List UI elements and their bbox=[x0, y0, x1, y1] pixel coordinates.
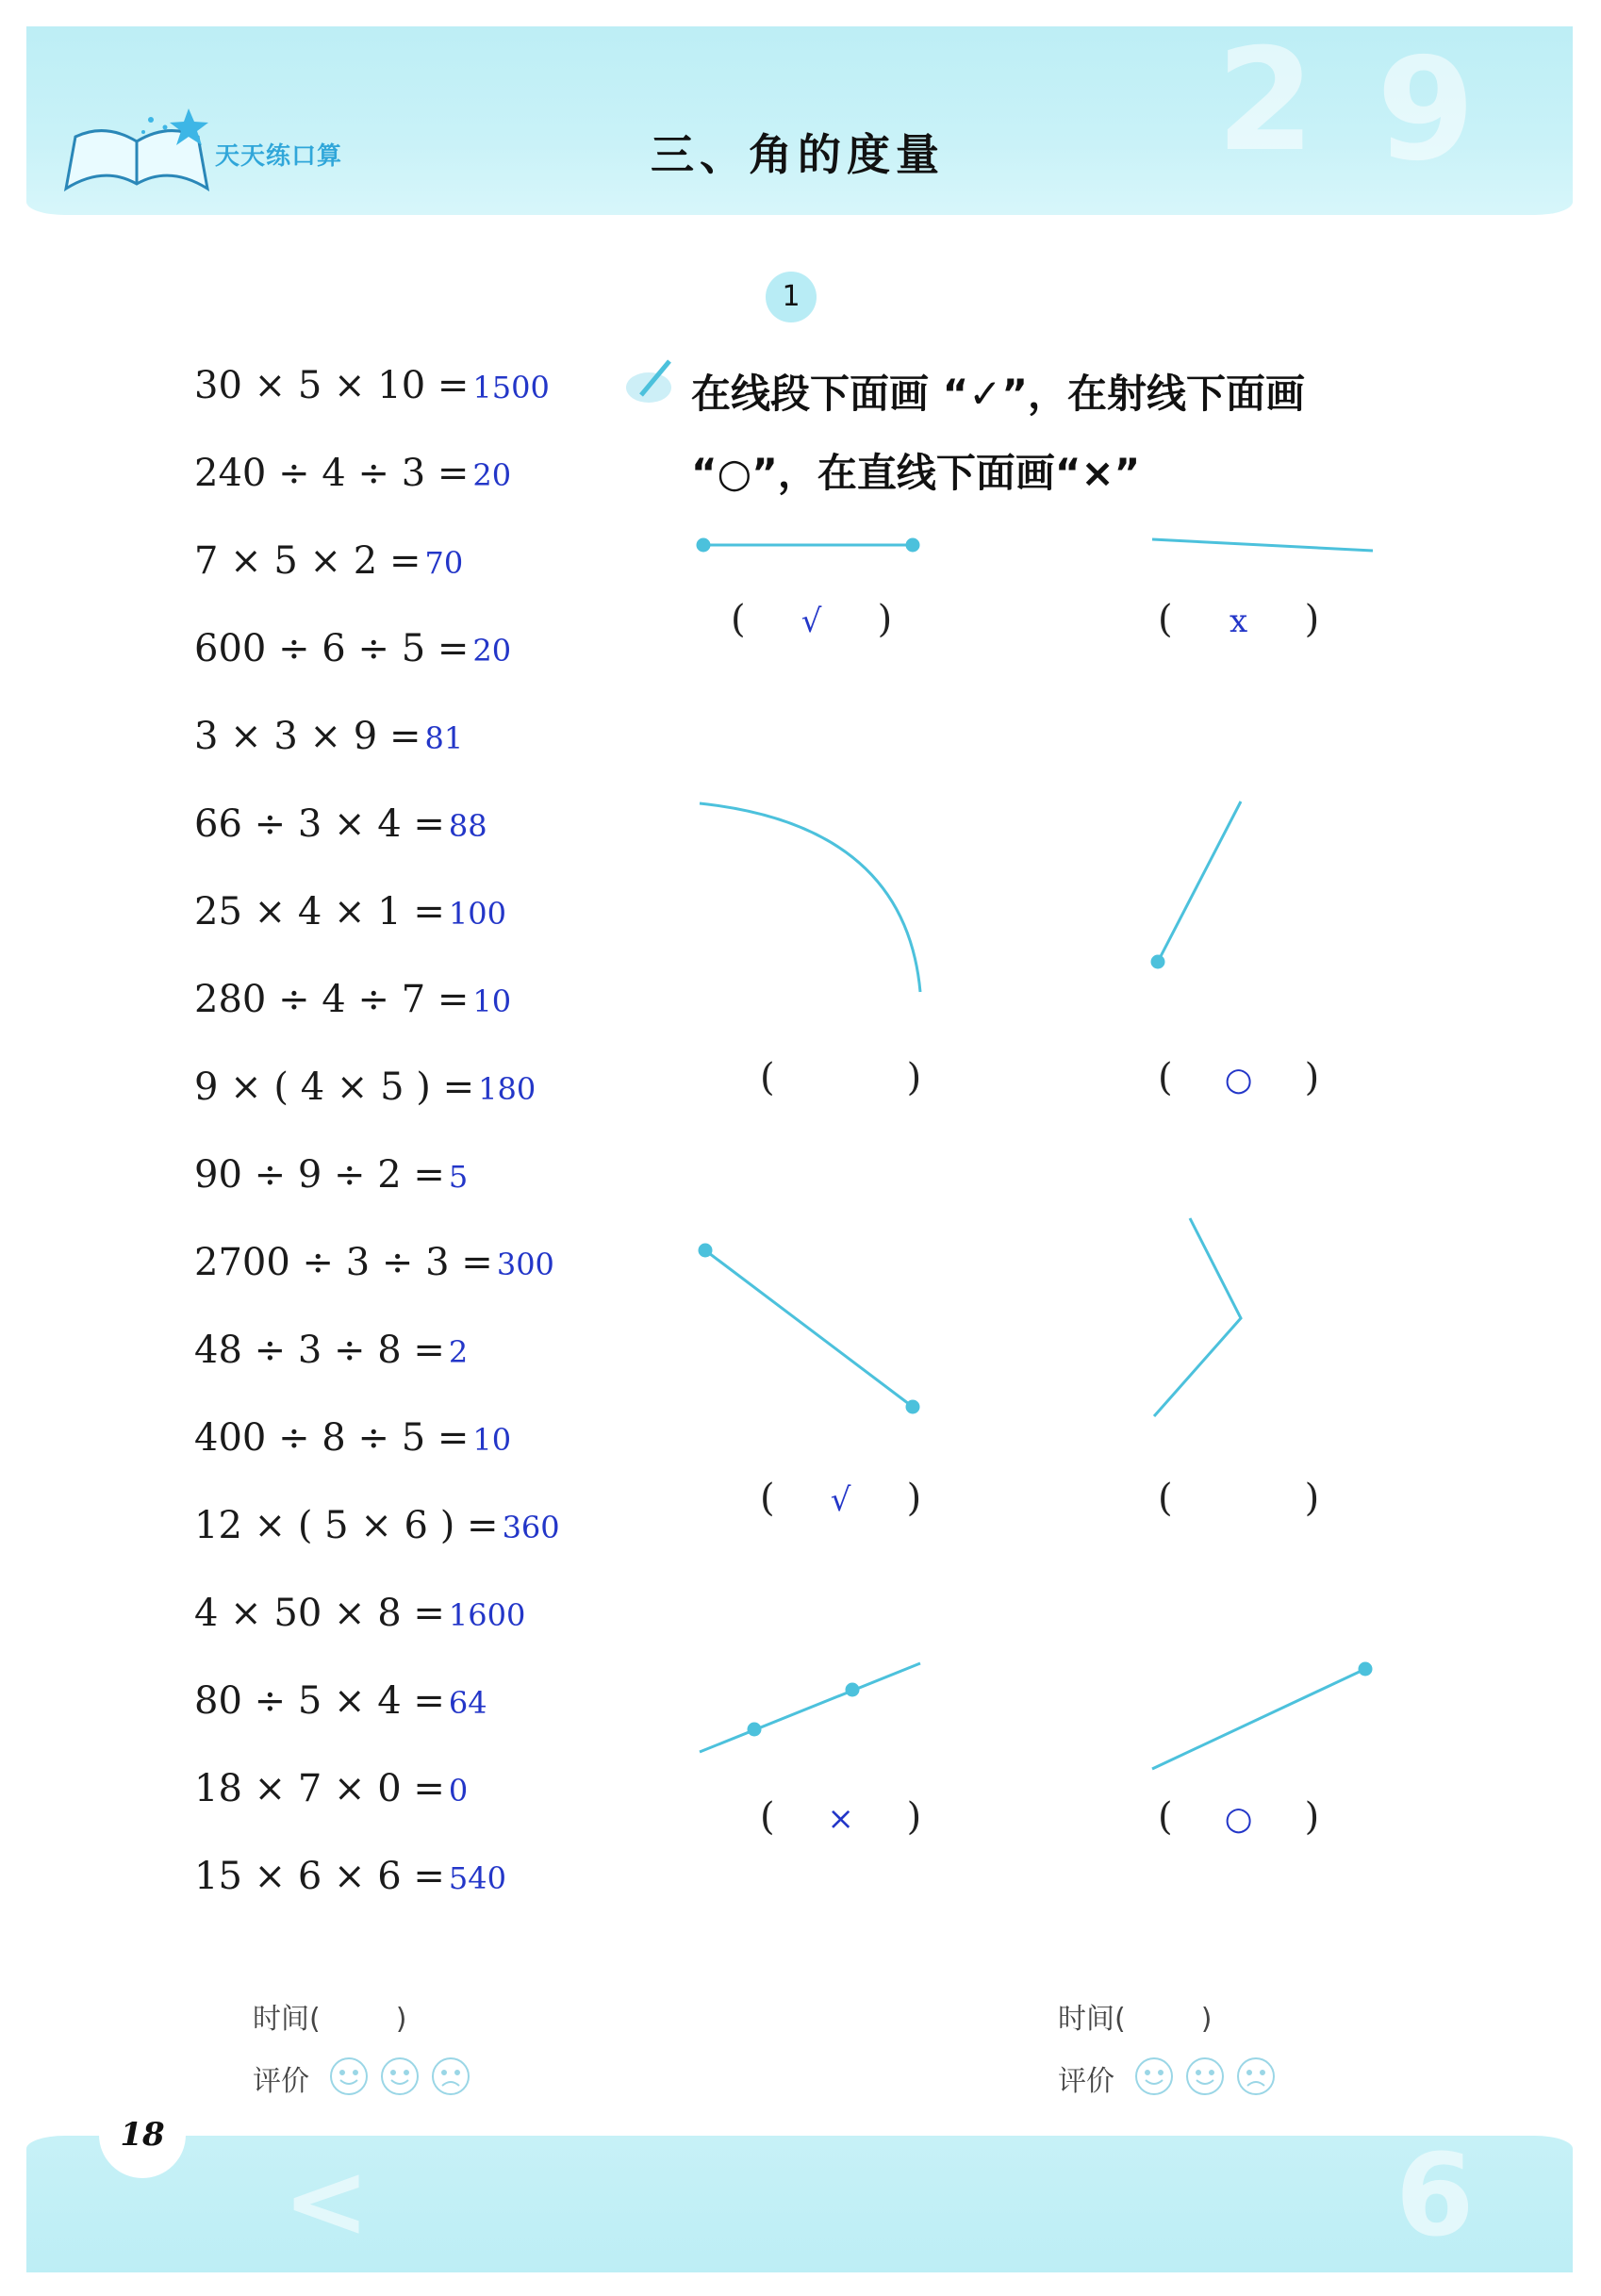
equation-expression: 7 × 5 × 2 = bbox=[194, 539, 421, 583]
equation-expression: 9 × ( 4 × 5 ) = bbox=[194, 1065, 475, 1109]
paren-close: ) bbox=[1304, 598, 1320, 641]
section-badge: 1 bbox=[766, 272, 817, 322]
paren-open: ( bbox=[1158, 1477, 1173, 1520]
rating-label: 评价 bbox=[1058, 2065, 1114, 2098]
pencil-icon bbox=[622, 354, 679, 410]
answer-mark: √ bbox=[800, 603, 822, 640]
smile-face-icon bbox=[382, 2058, 418, 2094]
equation-row bbox=[194, 539, 463, 583]
figure-curve bbox=[700, 803, 920, 992]
rating-label: 评价 bbox=[253, 2065, 309, 2098]
equation-row bbox=[194, 1679, 487, 1723]
equation-row bbox=[194, 1767, 468, 1810]
equation-expression: 600 ÷ 6 ÷ 5 = bbox=[194, 627, 470, 670]
answer-parentheses[interactable] bbox=[760, 1477, 921, 1520]
equation-answer: 0 bbox=[448, 1773, 469, 1809]
equation-row bbox=[194, 364, 550, 407]
sad-face-icon bbox=[1238, 2058, 1274, 2094]
page-number: 18 bbox=[99, 2091, 186, 2178]
rating-faces-right[interactable] bbox=[1133, 2054, 1284, 2099]
answer-parentheses[interactable] bbox=[760, 1795, 921, 1839]
paren-open: ( bbox=[760, 1056, 775, 1099]
equation-row bbox=[194, 890, 506, 933]
paren-open: ( bbox=[1158, 1795, 1173, 1839]
answer-parentheses[interactable] bbox=[1158, 1477, 1319, 1520]
figure-line-horizontal bbox=[1152, 539, 1373, 551]
equation-row bbox=[194, 452, 511, 495]
figure-ray-steep bbox=[1152, 801, 1241, 967]
equation-answer: 1600 bbox=[448, 1597, 526, 1633]
paren-open: ( bbox=[731, 598, 746, 641]
paren-close: ) bbox=[1304, 1795, 1320, 1839]
equation-expression: 2700 ÷ 3 ÷ 3 = bbox=[194, 1241, 493, 1284]
instruction-line: “○”，在直线下面画“×” bbox=[691, 450, 1141, 496]
equation-answer: 88 bbox=[448, 808, 487, 844]
smile-face-icon bbox=[1187, 2058, 1223, 2094]
equation-row bbox=[194, 1065, 536, 1109]
equation-row bbox=[194, 1329, 468, 1372]
equation-answer: 70 bbox=[424, 545, 464, 581]
equation-answer: 2 bbox=[448, 1334, 469, 1370]
equation-expression: 30 × 5 × 10 = bbox=[194, 364, 470, 407]
time-label: 时间( bbox=[253, 2003, 321, 2036]
paren-open: ( bbox=[760, 1795, 775, 1839]
figure-bent-line bbox=[1154, 1218, 1241, 1416]
equation-answer: 20 bbox=[472, 457, 512, 493]
paren-close: ) bbox=[906, 1795, 922, 1839]
paren-close: ) bbox=[1304, 1477, 1320, 1520]
answer-parentheses[interactable] bbox=[1158, 1795, 1319, 1839]
equation-expression: 280 ÷ 4 ÷ 7 = bbox=[194, 978, 470, 1021]
answer-mark: × bbox=[827, 1800, 854, 1838]
equation-row bbox=[194, 1592, 525, 1635]
equation-expression: 3 × 3 × 9 = bbox=[194, 715, 421, 758]
equation-answer: 100 bbox=[448, 896, 506, 932]
equation-expression: 80 ÷ 5 × 4 = bbox=[194, 1679, 445, 1723]
brand-label: 天天练口算 bbox=[215, 142, 343, 171]
smile-face-icon bbox=[331, 2058, 367, 2094]
equation-expression: 15 × 6 × 6 = bbox=[194, 1855, 445, 1898]
paren-close: ) bbox=[877, 598, 893, 641]
equation-expression: 400 ÷ 8 ÷ 5 = bbox=[194, 1416, 470, 1460]
time-field-right[interactable] bbox=[1058, 1995, 1212, 2037]
equation-answer: 180 bbox=[478, 1071, 536, 1107]
equation-row bbox=[194, 627, 511, 670]
instruction-line: 在线段下面画 “✓”，在射线下面画 bbox=[691, 371, 1306, 417]
instruction-text bbox=[691, 355, 1417, 513]
answer-mark: √ bbox=[830, 1481, 851, 1519]
equation-expression: 48 ÷ 3 ÷ 8 = bbox=[194, 1329, 445, 1372]
equation-answer: 540 bbox=[448, 1860, 506, 1896]
equation-expression: 25 × 4 × 1 = bbox=[194, 890, 445, 933]
equation-expression: 18 × 7 × 0 = bbox=[194, 1767, 445, 1810]
equation-expression: 240 ÷ 4 ÷ 3 = bbox=[194, 452, 470, 495]
equation-row bbox=[194, 1504, 560, 1547]
rating-field-left bbox=[253, 2057, 309, 2099]
equation-answer: 300 bbox=[496, 1247, 554, 1282]
smile-face-icon bbox=[1136, 2058, 1172, 2094]
decorative-digit: 2 bbox=[1216, 19, 1315, 183]
equation-answer: 360 bbox=[502, 1510, 560, 1545]
rating-faces-left[interactable] bbox=[328, 2054, 479, 2099]
equation-row bbox=[194, 1416, 511, 1460]
equation-row bbox=[194, 1855, 506, 1898]
equation-answer: 1500 bbox=[472, 370, 550, 405]
equation-expression: 12 × ( 5 × 6 ) = bbox=[194, 1504, 499, 1547]
time-close: ) bbox=[395, 2003, 407, 2036]
equation-expression: 4 × 50 × 8 = bbox=[194, 1592, 445, 1635]
rating-field-right bbox=[1058, 2057, 1114, 2099]
figure-segment-diagonal bbox=[700, 1245, 918, 1412]
answer-parentheses[interactable] bbox=[760, 1056, 921, 1099]
equation-answer: 81 bbox=[424, 720, 464, 756]
answer-mark: ○ bbox=[1224, 1800, 1253, 1838]
equation-row bbox=[194, 1241, 554, 1284]
equation-row bbox=[194, 715, 463, 758]
paren-open: ( bbox=[1158, 598, 1173, 641]
equation-row bbox=[194, 978, 511, 1021]
time-label: 时间( bbox=[1058, 2003, 1126, 2036]
equation-answer: 10 bbox=[472, 1422, 512, 1458]
page-title: 三、角的度量 bbox=[651, 129, 945, 180]
figure-segment-horizontal bbox=[698, 539, 918, 551]
equation-answer: 5 bbox=[448, 1159, 469, 1195]
paren-open: ( bbox=[760, 1477, 775, 1520]
paren-close: ) bbox=[906, 1477, 922, 1520]
equation-expression: 66 ÷ 3 × 4 = bbox=[194, 802, 445, 846]
answer-mark: x bbox=[1230, 603, 1248, 640]
equation-row bbox=[194, 1153, 468, 1197]
open-book-icon bbox=[57, 99, 217, 203]
decorative-digit: 9 bbox=[1377, 28, 1476, 192]
paren-open: ( bbox=[1158, 1056, 1173, 1099]
answer-parentheses[interactable] bbox=[1158, 1056, 1319, 1099]
paren-close: ) bbox=[1304, 1056, 1320, 1099]
answer-parentheses[interactable] bbox=[731, 598, 892, 641]
equation-row bbox=[194, 802, 487, 846]
paren-close: ) bbox=[906, 1056, 922, 1099]
footer-band bbox=[26, 2136, 1573, 2272]
time-field-left[interactable] bbox=[253, 1995, 406, 2037]
equation-answer: 64 bbox=[448, 1685, 487, 1721]
sad-face-icon bbox=[433, 2058, 469, 2094]
time-close: ) bbox=[1200, 2003, 1213, 2036]
equation-answer: 10 bbox=[472, 983, 512, 1019]
figure-line-two-points bbox=[700, 1663, 920, 1752]
equation-answer: 20 bbox=[472, 633, 512, 669]
equation-expression: 90 ÷ 9 ÷ 2 = bbox=[194, 1153, 445, 1197]
answer-mark: ○ bbox=[1224, 1061, 1253, 1098]
decorative-digit: 6 bbox=[1395, 2131, 1475, 2262]
decorative-digit: < bbox=[283, 2140, 371, 2261]
figure-ray-shallow bbox=[1152, 1663, 1371, 1769]
answer-parentheses[interactable] bbox=[1158, 598, 1319, 641]
